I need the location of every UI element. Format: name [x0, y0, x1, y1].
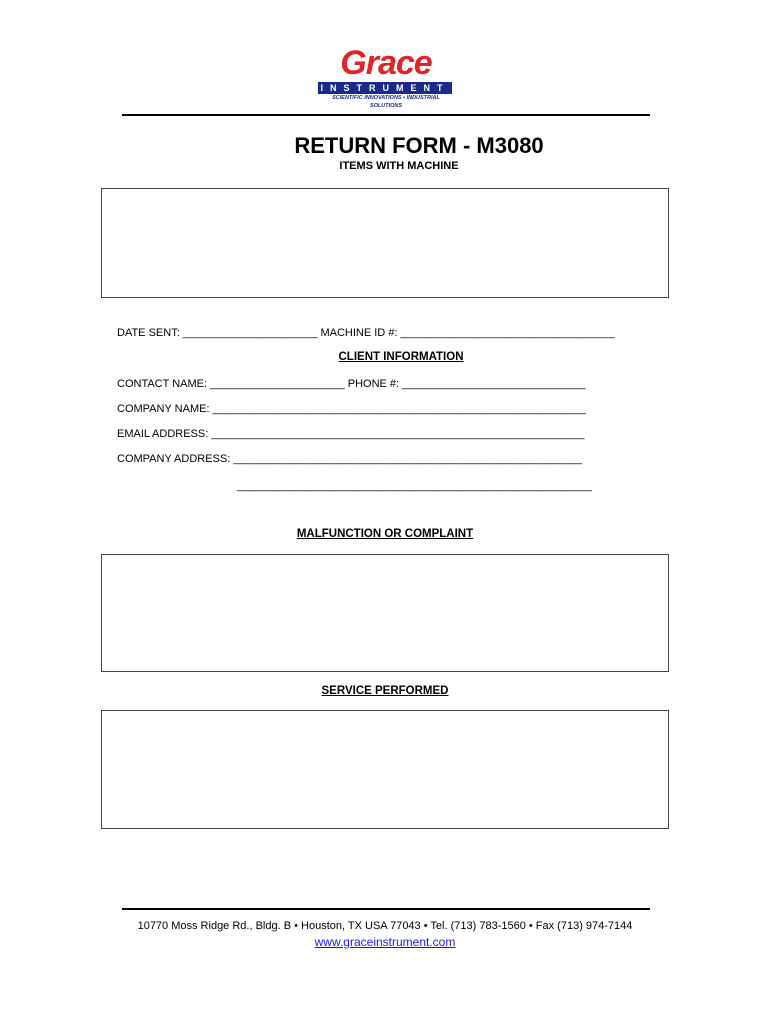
malfunction-box[interactable] — [101, 554, 669, 672]
footer-website — [0, 935, 770, 949]
items-with-machine-box[interactable] — [101, 188, 669, 298]
client-information-heading: CLIENT INFORMATION — [338, 351, 464, 363]
service-performed-heading: SERVICE PERFORMED — [321, 685, 449, 697]
logo-bar: INSTRUMENT — [318, 82, 452, 94]
footer-address: 10770 Moss Ridge Rd., Bldg. B • Houston, TX USA 77043 • Tel. (713) 783-1560 • Fax (713) 974-7144 — [137, 920, 633, 932]
form-title: RETURN FORM - M3080 — [294, 133, 544, 158]
website-link[interactable]: www.graceinstrument.com — [314, 935, 456, 949]
malfunction-heading: MALFUNCTION OR COMPLAINT — [296, 528, 474, 540]
company-logo — [316, 44, 456, 109]
company-name-line[interactable]: COMPANY NAME: _____________________________________________________________ — [117, 403, 586, 415]
logo-wordmark: Grace — [340, 44, 432, 82]
company-address-line[interactable]: COMPANY ADDRESS: _________________________________________________________ — [117, 453, 583, 465]
header-divider — [122, 114, 650, 116]
form-subtitle: ITEMS WITH MACHINE — [339, 160, 459, 172]
logo-tagline: SCIENTIFIC INNOVATIONS • INDUSTRIAL SOLUTIONS — [332, 95, 440, 109]
email-address-line[interactable]: EMAIL ADDRESS: _____________________________________________________________ — [117, 428, 585, 440]
service-performed-box[interactable] — [101, 710, 669, 829]
company-address-continued-line[interactable]: __________________________________________________________ — [237, 480, 592, 492]
contact-phone-line[interactable]: CONTACT NAME: ______________________ PHONE #: ______________________________ — [117, 378, 586, 390]
footer-divider — [122, 908, 650, 910]
date-machine-line[interactable]: DATE SENT: ______________________ MACHINE ID #: ___________________________________ — [117, 327, 615, 339]
